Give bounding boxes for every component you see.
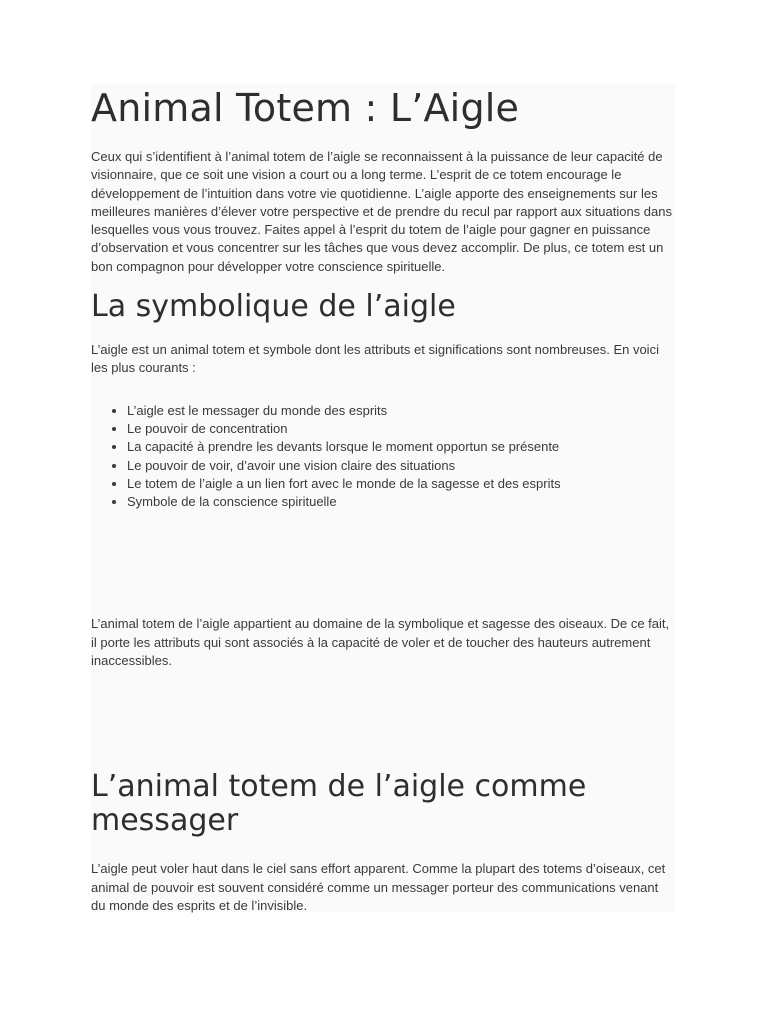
symbolique-list xyxy=(91,402,675,512)
document-content xyxy=(91,84,675,915)
list-item: • Le totem de l’aigle a un lien fort avec le monde de la sagesse et des esprits xyxy=(127,475,675,493)
oiseaux-paragraph: L’animal totem de l’aigle appartient au domaine de la symbolique et sagesse des oiseaux. De ce fait, il porte les attributs qui sont associés à la capacité de voler et de toucher des hauteurs autrement inaccessibles. xyxy=(91,616,670,669)
list-item: • L’aigle est le messager du monde des esprits xyxy=(127,402,675,420)
page-title: Animal Totem : L’Aigle xyxy=(91,86,520,130)
section-heading-messager: L’animal totem de l’aigle comme messager xyxy=(91,769,587,839)
intro-paragraph: Ceux qui s’identifient à l’animal totem de l’aigle se reconnaissent à la puissance de leur capacité de visionnaire, que ce soit une vision a court ou a long terme. L’esprit de ce totem encourage le développement de l’intuition dans votre vie quotidienne. L’aigle apporte des enseignements sur les meilleures manières d’élever votre perspective et de prendre du recul par rapport aux situations dans lesquelles vous vous trouvez. Faites appel à l’esprit du totem de l’aigle pour gagner en puissance d’observation et vous concentrer sur les tâches que vous devez accomplir. De plus, ce totem est un bon compagnon pour développer votre conscience spirituelle. xyxy=(91,149,672,274)
section-heading-symbolique: La symbolique de l’aigle xyxy=(91,289,456,325)
symbolique-paragraph: L’aigle est un animal totem et symbole dont les attributs et significations sont nombreuses. En voici les plus courants : xyxy=(91,342,659,376)
messager-paragraph: L’aigle peut voler haut dans le ciel sans effort apparent. Comme la plupart des totems d’oiseaux, cet animal de pouvoir est souvent considéré comme un messager porteur des communications venant du monde des esprits et de l’invisible. xyxy=(91,861,666,913)
list-item: • La capacité à prendre les devants lorsque le moment opportun se présente xyxy=(127,438,675,456)
list-item: • Le pouvoir de concentration xyxy=(127,420,675,438)
list-item: • Le pouvoir de voir, d’avoir une vision claire des situations xyxy=(127,457,675,475)
list-item: • Symbole de la conscience spirituelle xyxy=(127,493,675,511)
